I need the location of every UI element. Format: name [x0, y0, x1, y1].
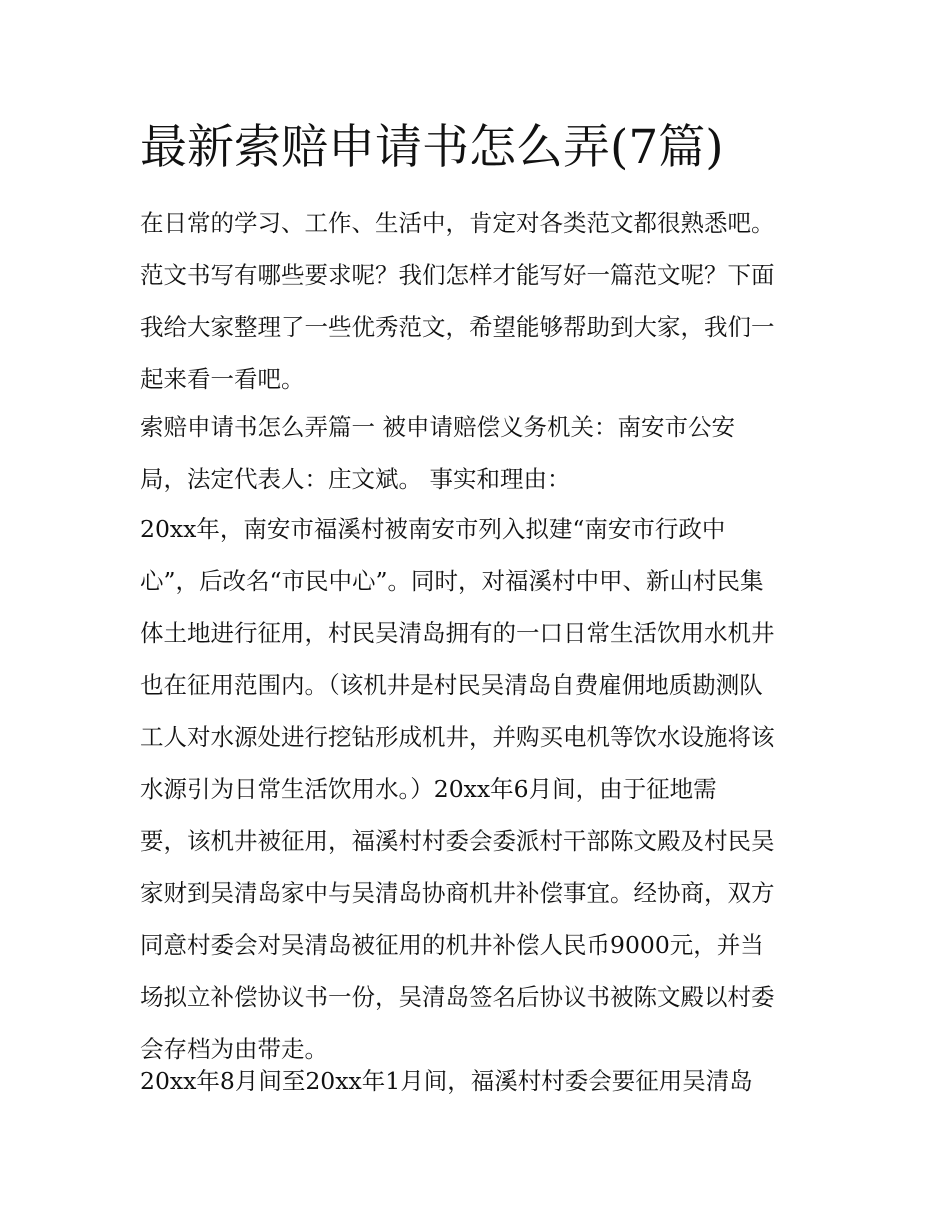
paragraph-intro	[140, 197, 815, 405]
text-line: 家财到吴清岛家中与吴清岛协商机井补偿事宜。经协商，双方	[140, 879, 775, 907]
text-line: 也在征用范围内。（该机井是村民吴清岛自费雇佣地质勘测队	[140, 671, 763, 699]
text-line: 索赔申请书怎么弄篇一 被申请赔偿义务机关：南安市公安	[140, 413, 735, 441]
text-line: 要，该机井被征用，福溪村村委会委派村干部陈文殿及村民吴	[140, 827, 775, 855]
text-line: 会存档为由带走。	[140, 1035, 328, 1063]
paragraph-section-one-header	[140, 401, 815, 505]
text-line: 心”，后改名“市民中心”。同时，对福溪村中甲、新山村民集	[140, 567, 764, 595]
document-title: 最新索赔申请书怎么弄(7篇)	[140, 120, 724, 175]
text-line: 局，法定代表人：庄文斌。 事实和理由：	[140, 465, 571, 493]
text-line: 在日常的学习、工作、生活中，肯定对各类范文都很熟悉吧。	[140, 209, 775, 237]
text-line: 20xx年，南安市福溪村被南安市列入拟建“南安市行政中	[140, 515, 726, 543]
paragraph-continuation	[140, 1055, 815, 1107]
text-line: 场拟立补偿协议书一份，吴清岛签名后协议书被陈文殿以村委	[140, 983, 775, 1011]
text-line: 20xx年8月间至20xx年1月间，福溪村村委会要征用吴清岛	[140, 1067, 753, 1095]
text-line: 工人对水源处进行挖钻形成机井，并购买电机等饮水设施将该	[140, 723, 775, 751]
text-line: 水源引为日常生活饮用水。）20xx年6月间，由于征地需	[140, 775, 717, 803]
text-line: 同意村委会对吴清岛被征用的机井补偿人民币9000元，并当	[140, 931, 764, 959]
text-line: 我给大家整理了一些优秀范文，希望能够帮助到大家，我们一	[140, 313, 775, 341]
text-line: 体土地进行征用，村民吴清岛拥有的一口日常生活饮用水机井	[140, 619, 775, 647]
text-line: 范文书写有哪些要求呢？我们怎样才能写好一篇范文呢？下面	[140, 261, 775, 289]
text-line: 起来看一看吧。	[140, 365, 305, 393]
paragraph-facts	[140, 503, 815, 1075]
